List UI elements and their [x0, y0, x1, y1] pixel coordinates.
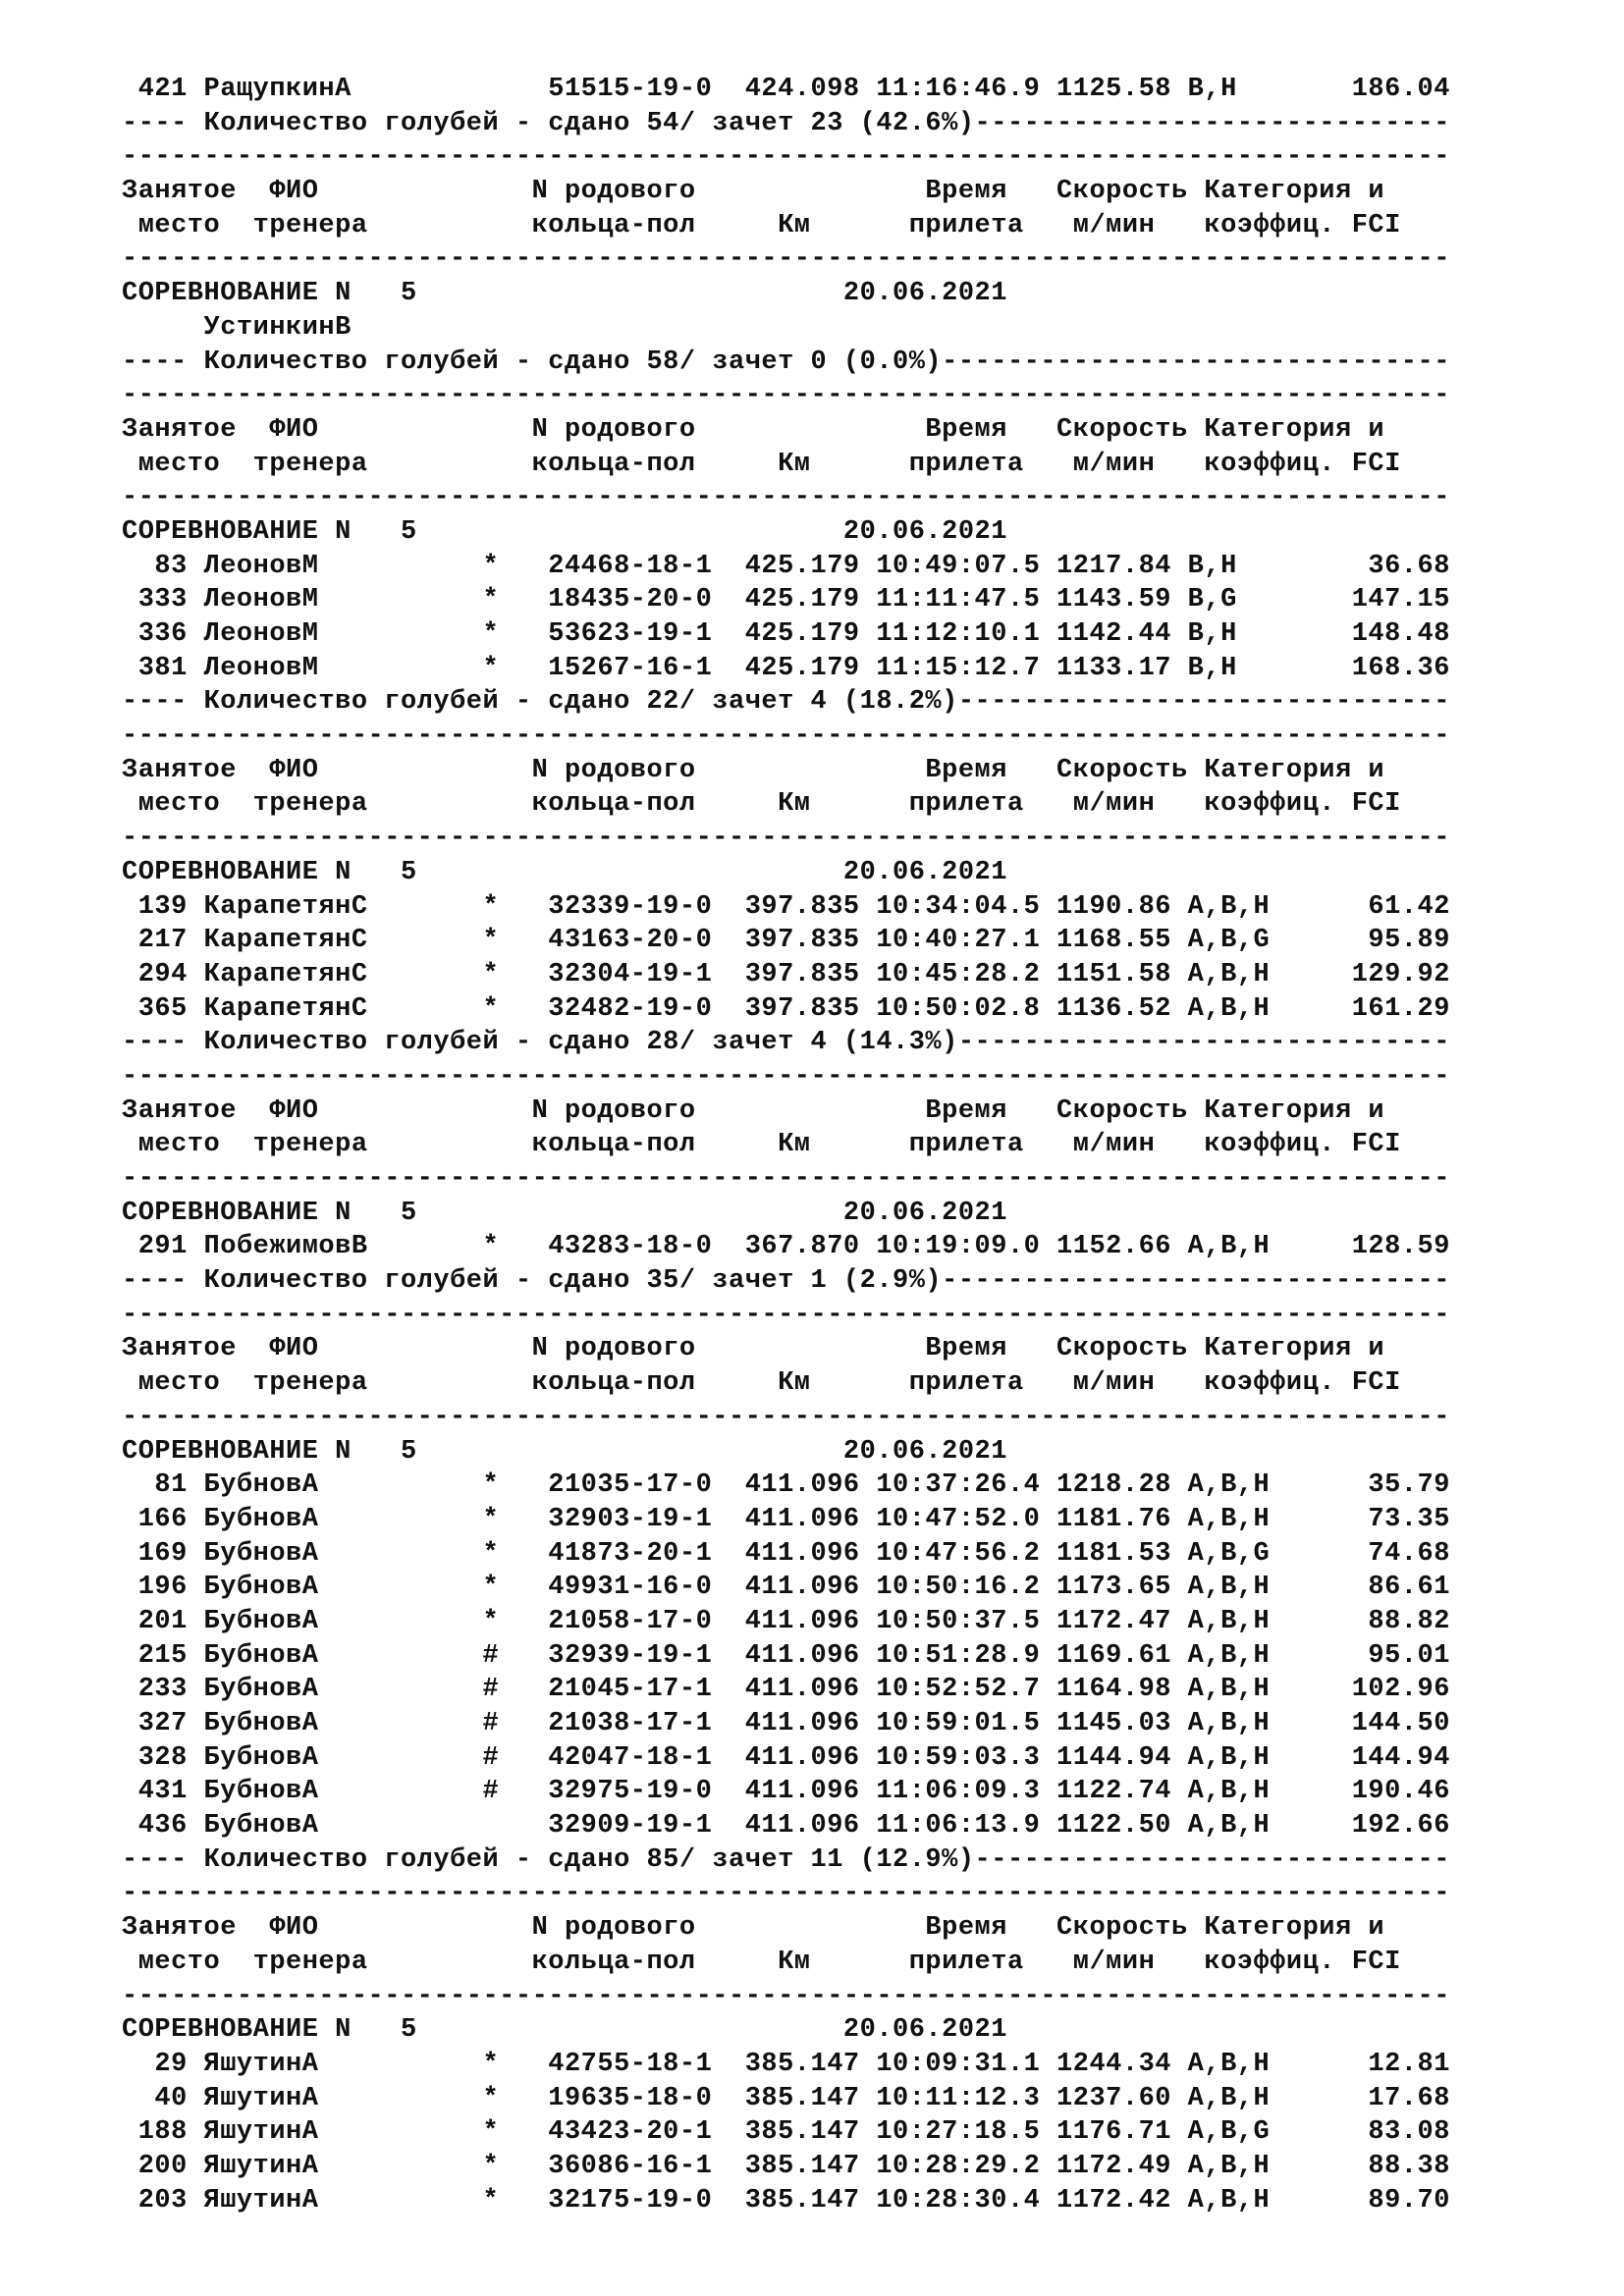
- pigeon-count-summary: ---- Количество голубей - сдано 28/ зачет 4 (14.3%)------------------------------: [122, 1028, 1450, 1058]
- divider-line: ---------------------------------------------------------------------------------: [122, 824, 1450, 854]
- divider-line: ---------------------------------------------------------------------------------: [122, 381, 1450, 411]
- column-header-row-1: Занятое ФИО N родового Время Скорость Категория и: [122, 1095, 1385, 1126]
- result-row: 381 ЛеоновМ * 15267-16-1 425.179 11:15:12.7 1133.17 B,H 168.36: [122, 653, 1450, 683]
- divider-line: ---------------------------------------------------------------------------------: [122, 244, 1450, 275]
- result-row: 431 БубновА # 32975-19-0 411.096 11:06:09.3 1122.74 A,B,H 190.46: [122, 1777, 1450, 1807]
- result-row: 81 БубновА * 21035-17-0 411.096 10:37:26.4 1218.28 A,B,H 35.79: [122, 1470, 1450, 1501]
- column-header-row-2: место тренера кольца-пол Км прилета м/мин коэффиц. FCI: [122, 1368, 1401, 1399]
- result-row: 188 ЯшутинА * 43423-20-1 385.147 10:27:18.5 1176.71 A,B,G 83.08: [122, 2117, 1450, 2148]
- column-header-row-2: место тренера кольца-пол Км прилета м/мин коэффиц. FCI: [122, 449, 1401, 479]
- divider-line: ---------------------------------------------------------------------------------: [122, 483, 1450, 513]
- competition-heading: СОРЕВНОВАНИЕ N 5 20.06.2021: [122, 857, 1007, 887]
- result-row: 203 ЯшутинА * 32175-19-0 385.147 10:28:30.4 1172.42 A,B,H 89.70: [122, 2185, 1450, 2216]
- result-row: 294 КарапетянС * 32304-19-1 397.835 10:45:28.2 1151.58 A,B,H 129.92: [122, 959, 1450, 989]
- results-printout: [122, 73, 1450, 2217]
- competition-heading: СОРЕВНОВАНИЕ N 5 20.06.2021: [122, 1198, 1007, 1228]
- divider-line: ---------------------------------------------------------------------------------: [122, 1164, 1450, 1194]
- result-row: 215 БубновА # 32939-19-1 411.096 10:51:28.9 1169.61 A,B,H 95.01: [122, 1640, 1450, 1671]
- divider-line: ---------------------------------------------------------------------------------: [122, 1402, 1450, 1432]
- column-header-row-2: место тренера кольца-пол Км прилета м/мин коэффиц. FCI: [122, 789, 1401, 820]
- divider-line: ---------------------------------------------------------------------------------: [122, 1061, 1450, 1092]
- result-row: 29 ЯшутинА * 42755-18-1 385.147 10:09:31.1 1244.34 A,B,H 12.81: [122, 2049, 1450, 2079]
- result-row: 365 КарапетянС * 32482-19-0 397.835 10:50:02.8 1136.52 A,B,H 161.29: [122, 993, 1450, 1024]
- result-row: 139 КарапетянС * 32339-19-0 397.835 10:34:04.5 1190.86 A,B,H 61.42: [122, 891, 1450, 922]
- column-header-row-1: Занятое ФИО N родового Время Скорость Категория и: [122, 755, 1385, 785]
- pigeon-count-summary: ---- Количество голубей - сдано 35/ зачет 1 (2.9%)-------------------------------: [122, 1266, 1450, 1297]
- pigeon-count-summary: ---- Количество голубей - сдано 58/ зачет 0 (0.0%)-------------------------------: [122, 347, 1450, 377]
- divider-line: ---------------------------------------------------------------------------------: [122, 1879, 1450, 1909]
- pigeon-count-summary: ---- Количество голубей - сдано 85/ зачет 11 (12.9%)-----------------------------: [122, 1844, 1450, 1875]
- column-header-row-1: Занятое ФИО N родового Время Скорость Категория и: [122, 1913, 1385, 1944]
- result-row: 233 БубновА # 21045-17-1 411.096 10:52:52.7 1164.98 A,B,H 102.96: [122, 1675, 1450, 1705]
- result-row: 436 БубновА 32909-19-1 411.096 11:06:13.9 1122.50 A,B,H 192.66: [122, 1811, 1450, 1842]
- pigeon-count-summary: ---- Количество голубей - сдано 54/ зачет 23 (42.6%)-----------------------------: [122, 108, 1450, 138]
- competition-heading: СОРЕВНОВАНИЕ N 5 20.06.2021: [122, 1436, 1007, 1467]
- result-row: 201 БубновА * 21058-17-0 411.096 10:50:37.5 1172.47 A,B,H 88.82: [122, 1606, 1450, 1636]
- column-header-row-1: Занятое ФИО N родового Время Скорость Категория и: [122, 177, 1385, 207]
- divider-line: ---------------------------------------------------------------------------------: [122, 1300, 1450, 1330]
- column-header-row-2: место тренера кольца-пол Км прилета м/мин коэффиц. FCI: [122, 1947, 1401, 1977]
- result-row: 40 ЯшутинА * 19635-18-0 385.147 10:11:12.3 1237.60 A,B,H 17.68: [122, 2083, 1450, 2113]
- column-header-row-1: Занятое ФИО N родового Время Скорость Категория и: [122, 1334, 1385, 1364]
- result-row: 327 БубновА # 21038-17-1 411.096 10:59:01.5 1145.03 A,B,H 144.50: [122, 1709, 1450, 1738]
- result-row: 421 РащупкинА 51515-19-0 424.098 11:16:46.9 1125.58 B,H 186.04: [122, 75, 1450, 104]
- column-header-row-1: Занятое ФИО N родового Время Скорость Категория и: [122, 414, 1385, 445]
- result-row: 200 ЯшутинА * 36086-16-1 385.147 10:28:29.2 1172.49 A,B,H 88.38: [122, 2151, 1450, 2181]
- column-header-row-2: место тренера кольца-пол Км прилета м/мин коэффиц. FCI: [122, 1130, 1401, 1160]
- divider-line: ---------------------------------------------------------------------------------: [122, 721, 1450, 752]
- competition-heading: СОРЕВНОВАНИЕ N 5 20.06.2021: [122, 279, 1007, 309]
- text-line: УстинкинВ: [122, 312, 352, 343]
- divider-line: ---------------------------------------------------------------------------------: [122, 1981, 1450, 2011]
- column-header-row-2: место тренера кольца-пол Км прилета м/мин коэффиц. FCI: [122, 210, 1401, 240]
- result-row: 166 БубновА * 32903-19-1 411.096 10:47:52.0 1181.76 A,B,H 73.35: [122, 1504, 1450, 1534]
- result-row: 333 ЛеоновМ * 18435-20-0 425.179 11:11:47.5 1143.59 B,G 147.15: [122, 585, 1450, 615]
- divider-line: ---------------------------------------------------------------------------------: [122, 142, 1450, 173]
- result-row: 169 БубновА * 41873-20-1 411.096 10:47:56.2 1181.53 A,B,G 74.68: [122, 1538, 1450, 1569]
- result-row: 328 БубновА # 42047-18-1 411.096 10:59:03.3 1144.94 A,B,H 144.94: [122, 1742, 1450, 1773]
- result-row: 291 ПобежимовВ * 43283-18-0 367.870 10:19:09.0 1152.66 A,B,H 128.59: [122, 1232, 1450, 1262]
- pigeon-count-summary: ---- Количество голубей - сдано 22/ зачет 4 (18.2%)------------------------------: [122, 687, 1450, 718]
- result-row: 336 ЛеоновМ * 53623-19-1 425.179 11:12:10.1 1142.44 B,H 148.48: [122, 619, 1450, 649]
- result-row: 196 БубновА * 49931-16-0 411.096 10:50:16.2 1173.65 A,B,H 86.61: [122, 1573, 1450, 1603]
- result-row: 217 КарапетянС * 43163-20-0 397.835 10:40:27.1 1168.55 A,B,G 95.89: [122, 926, 1450, 956]
- competition-heading: СОРЕВНОВАНИЕ N 5 20.06.2021: [122, 2015, 1007, 2046]
- result-row: 83 ЛеоновМ * 24468-18-1 425.179 10:49:07.5 1217.84 B,H 36.68: [122, 551, 1450, 581]
- competition-heading: СОРЕВНОВАНИЕ N 5 20.06.2021: [122, 516, 1007, 547]
